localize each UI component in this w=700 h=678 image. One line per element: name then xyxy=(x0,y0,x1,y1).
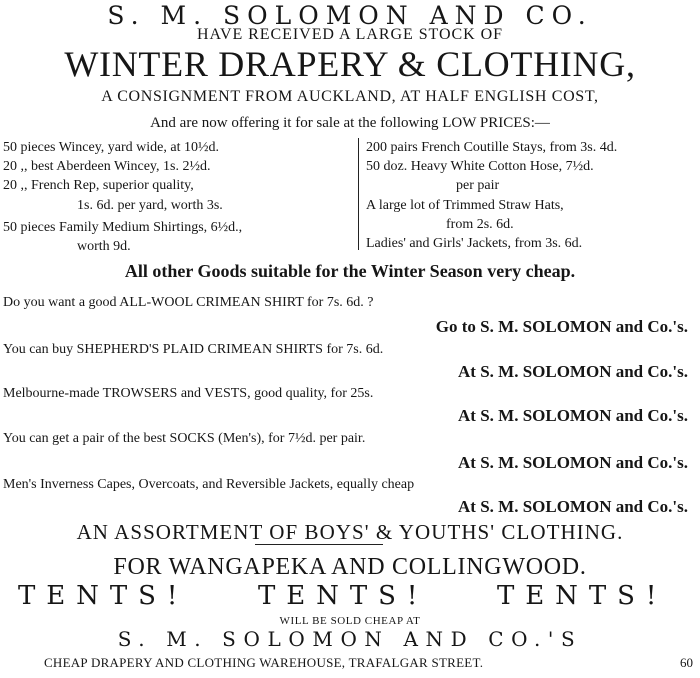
sold-cheap-line: WILL BE SOLD CHEAP AT xyxy=(279,615,421,627)
reference-number: 60 xyxy=(680,655,693,670)
tents-word: TENTS! xyxy=(258,581,429,611)
column-divider xyxy=(358,138,359,250)
price-item: 50 pieces Family Medium Shirtings, 6½d., xyxy=(3,219,243,235)
price-item: A large lot of Trimmed Straw Hats, xyxy=(366,197,564,213)
consignment-line: A CONSIGNMENT FROM AUCKLAND, AT HALF ENGLISH COST, xyxy=(101,88,599,105)
tents-word: TENTS! xyxy=(18,581,189,611)
price-item: 200 pairs French Coutille Stays, from 3s. 4d. xyxy=(366,140,618,155)
price-item: Ladies' and Girls' Jackets, from 3s. 6d. xyxy=(366,236,583,252)
offer-question: Do you want a good ALL-WOOL CRIMEAN SHIRT for 7s. 6d. ? xyxy=(3,295,374,310)
tents-word: TENTS! xyxy=(497,581,668,611)
headline: WINTER DRAPERY & CLOTHING, xyxy=(64,44,636,84)
price-item: 20 ,, French Rep, superior quality, xyxy=(3,178,194,194)
price-item: per pair xyxy=(456,178,500,194)
offer-question: Melbourne-made TROWSERS and VESTS, good quality, for 25s. xyxy=(3,386,374,401)
price-list-left xyxy=(3,138,355,256)
firm-title: S. M. SOLOMON AND CO. xyxy=(107,1,593,30)
winter-season-line: All other Goods suitable for the Winter Season very cheap. xyxy=(124,261,576,281)
offer-answer: At S. M. SOLOMON and Co.'s. xyxy=(458,453,688,472)
offer-answer: Go to S. M. SOLOMON and Co.'s. xyxy=(435,317,688,336)
offer-answer: At S. M. SOLOMON and Co.'s. xyxy=(458,362,688,381)
rule xyxy=(255,544,383,545)
offer-question: Men's Inverness Capes, Overcoats, and Reversible Jackets, equally cheap xyxy=(3,477,415,492)
price-item: 20 ,, best Aberdeen Wincey, 1s. 2½d. xyxy=(3,159,211,175)
warehouse-line: CHEAP DRAPERY AND CLOTHING WAREHOUSE, TRAFALGAR STREET. xyxy=(44,655,484,670)
price-item: 50 pieces Wincey, yard wide, at 10½d. xyxy=(3,140,219,155)
offer-answer: At S. M. SOLOMON and Co.'s. xyxy=(458,497,688,516)
offer-question: You can buy SHEPHERD'S PLAID CRIMEAN SHIRTS for 7s. 6d. xyxy=(3,342,384,357)
price-item: from 2s. 6d. xyxy=(446,216,514,232)
received-line: HAVE RECEIVED A LARGE STOCK OF xyxy=(196,26,503,43)
price-list-right xyxy=(366,138,696,253)
offer-answer: At S. M. SOLOMON and Co.'s. xyxy=(458,406,688,425)
price-item: 1s. 6d. per yard, worth 3s. xyxy=(77,197,223,213)
firm-footer: S. M. SOLOMON AND CO.'S xyxy=(117,627,583,651)
wangapeka-line: FOR WANGAPEKA AND COLLINGWOOD. xyxy=(113,554,587,580)
assortment-line: AN ASSORTMENT OF BOYS' & YOUTHS' CLOTHING. xyxy=(76,520,624,544)
offering-line: And are now offering it for sale at the following LOW PRICES:— xyxy=(150,115,550,131)
price-item: worth 9d. xyxy=(77,239,131,255)
price-item: 50 doz. Heavy White Cotton Hose, 7½d. xyxy=(366,159,594,175)
offer-question: You can get a pair of the best SOCKS (Men's), for 7½d. per pair. xyxy=(3,431,366,446)
